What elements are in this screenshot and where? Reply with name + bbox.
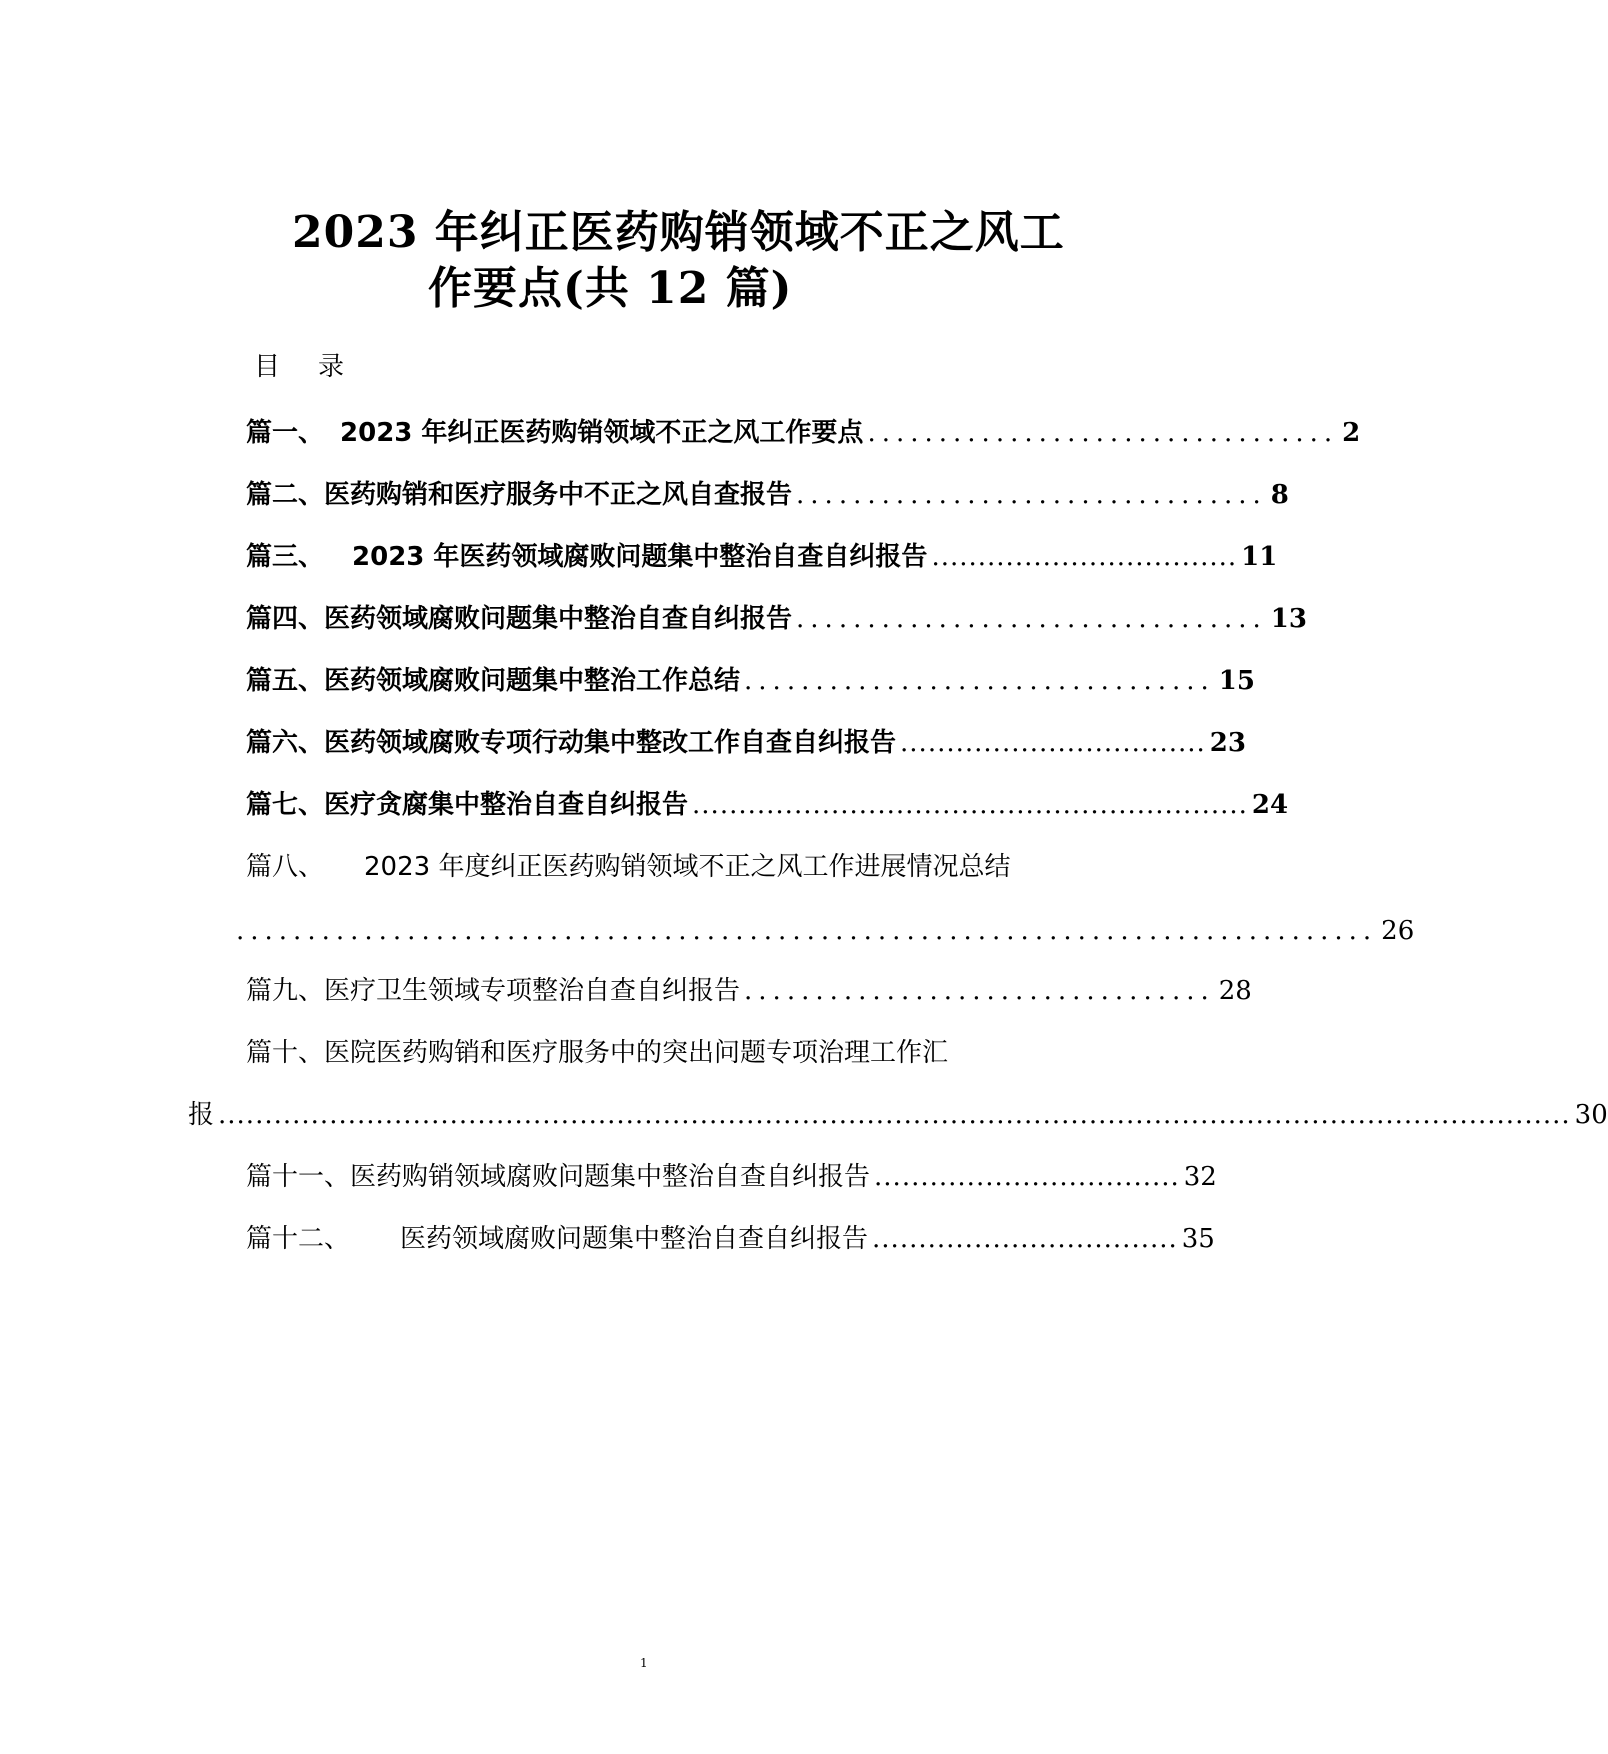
toc-entry-page: 24 [1251,790,1289,820]
toc-dot-leader: ................................. [796,604,1267,634]
toc-entry-label: 篇十一、 [246,1162,351,1192]
page-number: 1 [640,1656,648,1670]
toc-entry-label: 篇九、 [246,976,325,1006]
toc-entry[interactable] [246,598,1307,635]
toc-entry-title: 医药领域腐败问题集中整治自查自纠报告 [324,604,793,634]
toc-entry[interactable] [246,412,1361,449]
toc-entry-label: 篇十二、 [246,1224,351,1254]
toc-entry-wrapped[interactable] [246,1032,948,1069]
toc-dot-leader: ................................. [867,418,1339,448]
toc-entry-title: 医药领域腐败问题集中整治工作总结 [324,666,741,696]
document-title-line-1: 2023 年纠正医药购销领域不正之风工 [292,207,1065,258]
toc-entry-page: 30 [1574,1100,1608,1130]
toc-dot-leader: ................................. [744,976,1215,1006]
toc-entry-label: 篇一、 [246,418,325,448]
toc-entry-wrapped[interactable] [246,846,1010,883]
toc-entry-title: 医院医药购销和医疗服务中的突出问题专项治理工作汇 [324,1038,949,1068]
toc-entry-page: 15 [1218,666,1255,696]
toc-dot-leader: ................................. [900,728,1206,758]
toc-entry-continuation[interactable] [188,1094,1608,1131]
toc-entry-page: 13 [1270,604,1307,634]
toc-entry[interactable] [246,970,1252,1007]
toc-heading: 目录 [254,352,383,382]
toc-dot-leader: ................................. [874,1162,1180,1192]
toc-entry-title: 医药购销领域腐败问题集中整治自查自纠报告 [350,1162,871,1192]
toc-entry-title: 医疗贪腐集中整治自查自纠报告 [324,790,689,820]
toc-entry[interactable] [246,660,1255,697]
toc-entry-label: 篇二、 [246,480,325,510]
toc-dot-leader: ................................. [872,1224,1178,1254]
toc-entry-title-continued: 报 [188,1100,215,1130]
toc-entry-label: 篇六、 [246,728,325,758]
toc-entry[interactable] [246,1218,1215,1255]
toc-entry-title: 2023 年纠正医药购销领域不正之风工作要点 [340,418,864,448]
toc-entry-page: 26 [1381,916,1415,946]
toc-entry-continuation[interactable] [232,916,1415,946]
toc-entry-label: 篇八、 [246,852,325,882]
toc-entry-label: 篇三、 [246,542,325,572]
toc-entry[interactable] [246,536,1278,573]
toc-entry-title: 医药领域腐败问题集中整治自查自纠报告 [400,1224,869,1254]
toc-entry[interactable] [246,722,1246,759]
toc-entry-page: 8 [1270,480,1289,510]
toc-dot-leader: ................................................................................ [236,916,1378,946]
toc-entry-title: 2023 年度纠正医药购销领域不正之风工作进展情况总结 [364,852,1011,882]
toc-entry[interactable] [246,784,1289,821]
toc-entry-label: 篇四、 [246,604,325,634]
toc-entry-title: 2023 年医药领域腐败问题集中整治自查自纠报告 [352,542,928,572]
toc-dot-leader: .................................................................................................................................................. [218,1100,1571,1130]
toc-entry-label: 篇五、 [246,666,325,696]
toc-entry-page: 35 [1181,1224,1215,1254]
toc-dot-leader: ................................. [931,542,1238,572]
toc-dot-leader: ................................. [796,480,1267,510]
toc-entry-page: 28 [1218,976,1252,1006]
document-title-line-2: 作要点(共 12 篇) [428,263,793,314]
toc-entry-title: 医药购销和医疗服务中不正之风自查报告 [324,480,793,510]
toc-dot-leader: ................................. [744,666,1215,696]
toc-entry-page: 32 [1183,1162,1217,1192]
toc-entry[interactable] [246,474,1289,511]
toc-entry-page: 11 [1241,542,1278,572]
toc-entry-title: 医疗卫生领域专项整治自查自纠报告 [324,976,741,1006]
toc-dot-leader: ............................................................ [692,790,1248,820]
toc-entry-label: 篇七、 [246,790,325,820]
toc-entry-label: 篇十、 [246,1038,325,1068]
toc-entry-page: 23 [1209,728,1246,758]
toc-entry[interactable] [246,1156,1217,1193]
toc-entry-title: 医药领域腐败专项行动集中整改工作自查自纠报告 [324,728,897,758]
toc-entry-page: 2 [1342,418,1361,448]
